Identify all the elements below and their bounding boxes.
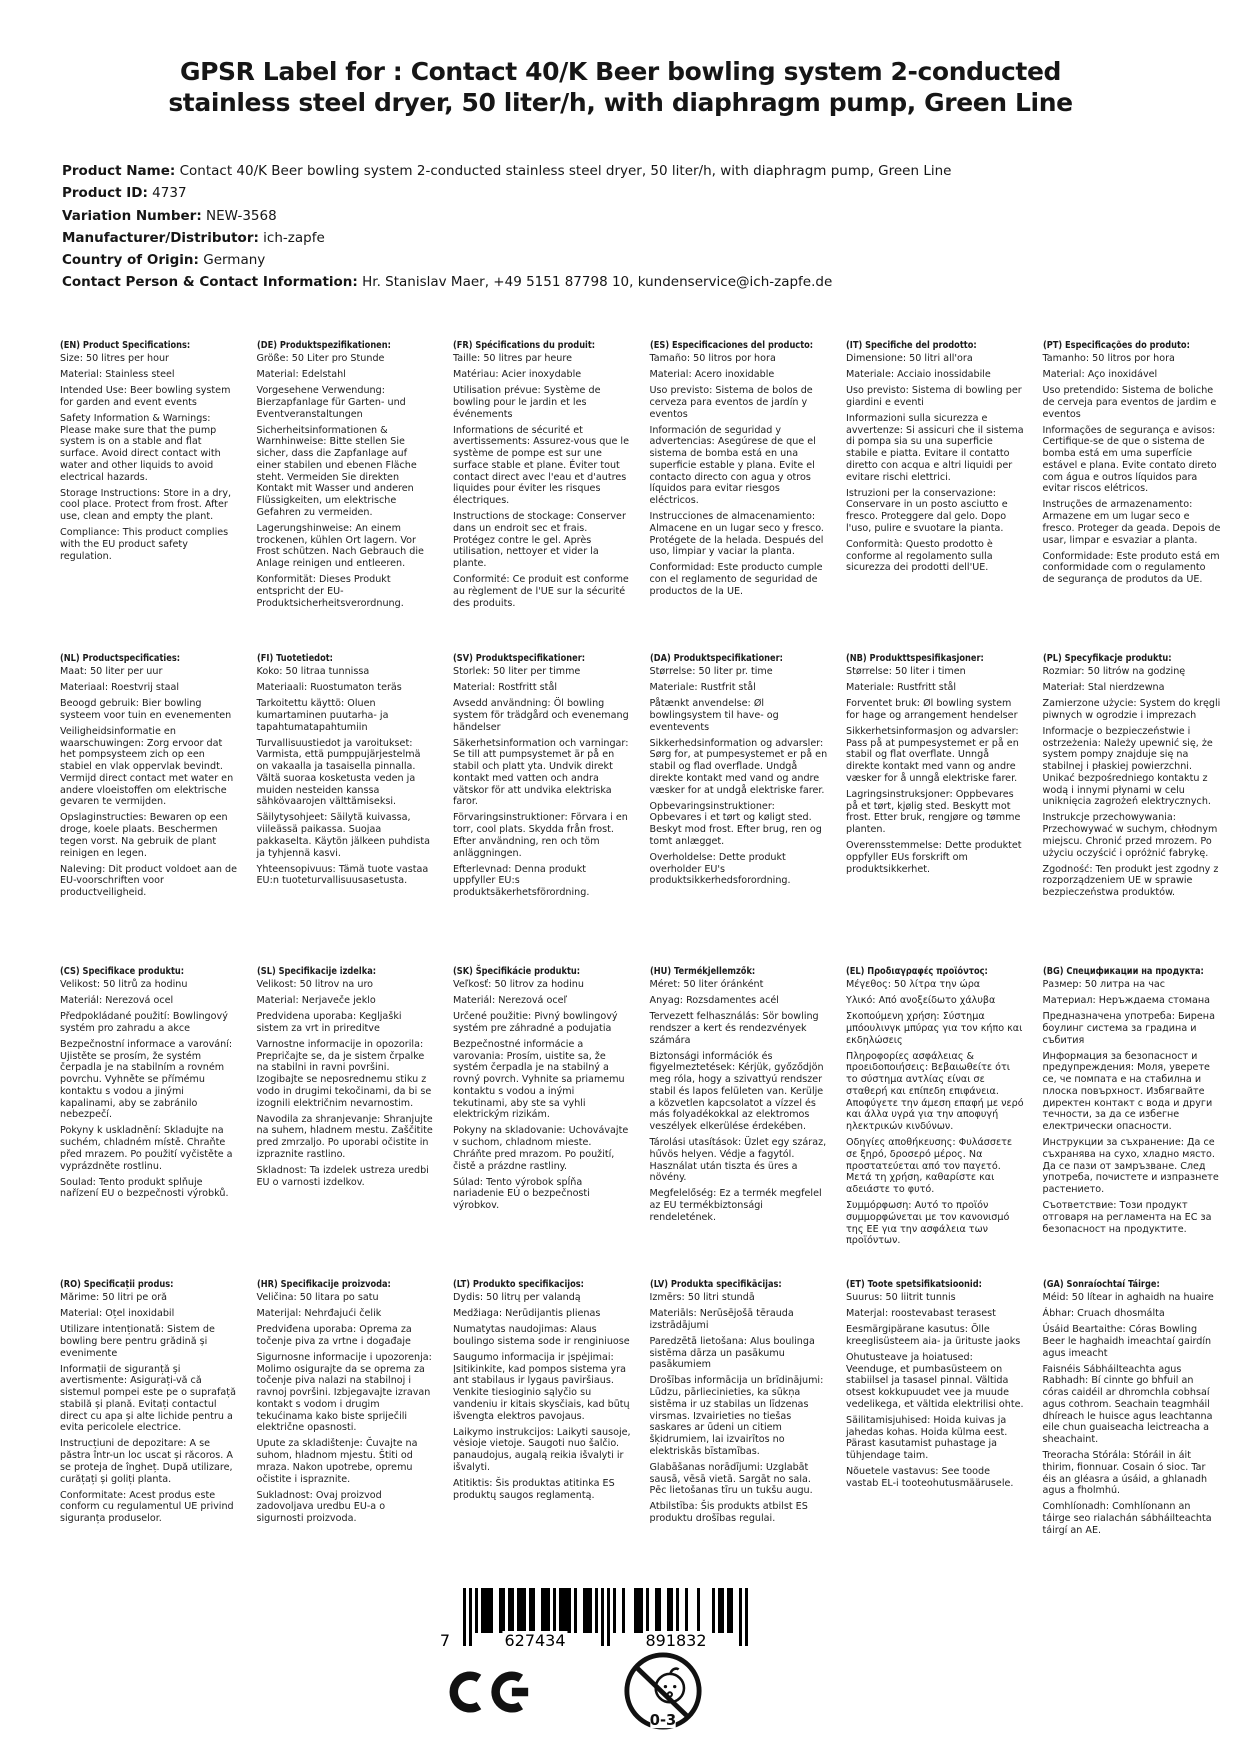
language-grid [60, 340, 1239, 1592]
lang-heading: (ET) Toote spetsifikatsioonid: [846, 1279, 982, 1290]
spec-paragraph: Οδηγίες αποθήκευσης: Φυλάσσετε σε ξηρό, δροσερό μέρος. Να προστατεύεται από τον παγετό. Μετά τη χρήση, καθαρίστε και αδειάστε το φυτό. [846, 1137, 1013, 1195]
lang-block-cs [60, 966, 238, 1279]
spec-paragraph: Información de seguridad y advertencias: Asegúrese de que el sistema de bomba está en una superficie estable y plana. Evite el contacto directo con agua y otros líquidos para evitar riesgos eléctricos. [649, 424, 816, 506]
spec-paragraph: Sigurnosne informacije i upozorenja: Molimo osigurajte da se oprema za točenje piva nalazi na stabilnoj i ravnoj površini. Izbjegavajte izravan kontakt s vodom i drugim tekućinama kako biste spriječili električne opasnosti. [256, 1352, 432, 1434]
spec-paragraph: Faisnéis Sábháilteachta agus Rabhadh: Bí cinnte go bhfuil an córas caidéil ar dhromchla cobhsaí agus cothrom. Seachain teagmháil dhíreach le huisce agus leachtanna eile chun guaiseacha leictreacha a sheachaint. [1042, 1363, 1213, 1445]
lang-block-it [846, 340, 1024, 653]
spec-paragraph: Pokyny na skladovanie: Uchovávajte v suchom, chladnom mieste. Chráňte pred mrazom. Po použití, čistě a prázdne rastliny. [453, 1125, 629, 1172]
product-info-label: Product ID: [62, 185, 148, 202]
lang-heading: (NL) Productspecificaties: [60, 653, 181, 664]
lang-block-es [650, 340, 828, 653]
spec-paragraph: Materiał: Stal nierdzewna [1042, 681, 1165, 693]
spec-paragraph: Mărime: 50 litri pe oră [60, 1291, 168, 1303]
product-info-line [62, 249, 951, 271]
product-info-line [62, 160, 951, 182]
lang-block-da [650, 653, 828, 966]
spec-paragraph: Matériau: Acier inoxydable [453, 368, 582, 380]
barcode-digit-first: 7 [439, 1631, 451, 1650]
spec-paragraph: Méid: 50 lítear in aghaidh na huaire [1042, 1291, 1214, 1303]
lang-heading: (GA) Sonraíochtaí Táirge: [1042, 1279, 1160, 1290]
spec-paragraph: Tarkoitettu käyttö: Oluen kumartaminen puutarha- ja tapahtumatapahtumiin [256, 698, 389, 733]
spec-paragraph: Ohutusteave ja hoiatused: Veenduge, et pumbasüsteem on stabiilsel ja tasasel pinnal. Vältida otsest kokkupuudet vee ja muude vedelikega, et vältida elektrilisi ohte. [846, 1352, 1024, 1410]
spec-paragraph: Méret: 50 liter óránként [649, 978, 764, 990]
product-info-line [62, 271, 951, 293]
lang-heading: (CS) Specifikace produktu: [60, 966, 185, 977]
barcode-digits-group1: 627434 [504, 1631, 566, 1650]
spec-paragraph: Taille: 50 litres par heure [453, 352, 573, 364]
lang-block-lv [650, 1279, 828, 1592]
spec-paragraph: Uso previsto: Sistema di bowling per giardini e eventi [846, 385, 1022, 408]
spec-paragraph: Sikkerhedsinformation og advarsler: Sørg for, at pumpesystemet er på en stabil og flad overflade. Undgå direkte kontakt med vand og andre væsker for at undgå elektriske farer. [649, 737, 828, 796]
spec-paragraph: Instrukcje przechowywania: Przechowywać w suchym, chłodnym miejscu. Chronić przed mrozem. Po użyciu oczyścić i opróżnić fabrykę. [1042, 812, 1218, 859]
lang-heading: (EL) Προδιαγραφές προϊόντος: [846, 966, 988, 977]
spec-paragraph: Dimensione: 50 litri all'ora [846, 352, 973, 364]
spec-paragraph: Lagringsinstruksjoner: Oppbevares på et tørt, kjølig sted. Beskytt mot frost. Etter bruk, rengjøre og tømme planten. [846, 789, 1021, 836]
spec-paragraph: Compliance: This product complies with the EU product safety regulation. [60, 527, 229, 562]
spec-paragraph: Съответствие: Този продукт отговаря на регламента на ЕС за безопасност на продуктите. [1042, 1200, 1212, 1235]
spec-paragraph: Saugumo informacija ir įspėjimai: Įsitikinkite, kad pompos sistema yra ant stabilaus ir lygaus paviršiaus. Venkite tiesioginio sąlyčio su vandeniu ir kitais skysčiais, kad būtų išvengta elektros pavojaus. [453, 1352, 630, 1422]
spec-paragraph: Materiaali: Ruostumaton teräs [256, 681, 402, 693]
spec-paragraph: Instructions de stockage: Conserver dans un endroit sec et frais. Protégez contre le gel. Après utilisation, nettoyer et vider la plante. [453, 511, 626, 569]
spec-paragraph: Opslaginstructies: Bewaren op een droge, koele plaats. Beschermen tegen vorst. Na gebruik de plant reinigen en legen. [60, 812, 228, 859]
lang-heading: (FI) Tuotetiedot: [256, 653, 333, 664]
spec-paragraph: Laikymo instrukcijos: Laikyti sausoje, vėsioje vietoje. Saugoti nuo šalčio. panaudojus, augalą reikia išvalyti ir išvalyti. [453, 1426, 631, 1473]
spec-paragraph: Turvallisuustiedot ja varoitukset: Varmista, että pumppujärjestelmä on vakaalla ja tasaisella pinnalla. Vältä suoraa kosketusta veden ja muiden nesteiden kanssa sähkövaarojen välttämiseksi. [256, 737, 421, 808]
spec-paragraph: Utilisation prévue: Système de bowling pour le jardin et les événements [453, 385, 601, 420]
spec-paragraph: Předpokládané použití: Bowlingový systém pro zahradu a akce [60, 1011, 228, 1034]
spec-paragraph: Materiāls: Nerūsējošā tērauda izstrādājumi [649, 1307, 794, 1331]
spec-paragraph: Säkerhetsinformation och varningar: Se till att pumpsystemet är på en stabil och platt yta. Undvik direkt kontakt med vatten och andra vätskor för att undvika elektriska faror. [453, 737, 629, 808]
spec-paragraph: Utilizare intenționată: Sistem de bowling bere pentru grădină și evenimente [60, 1324, 215, 1359]
spec-paragraph: Размер: 50 литра на час [1042, 978, 1166, 990]
spec-paragraph: Материал: Неръждаема стомана [1042, 994, 1210, 1006]
product-info-value: NEW-3568 [201, 207, 277, 224]
spec-paragraph: Uso pretendido: Sistema de boliche de cerveja para eventos de jardim e eventos [1042, 385, 1217, 420]
spec-paragraph: Glabāšanas norādījumi: Uzglabāt sausā, vēsā vietā. Sargāt no sala. Pēc lietošanas tīru un tukšu augu. [649, 1461, 813, 1497]
spec-paragraph: Materijal: Nehrđajući čelik [256, 1307, 382, 1319]
ce-mark-icon [449, 1668, 533, 1716]
spec-paragraph: Μέγεθος: 50 λίτρα την ώρα [846, 978, 981, 990]
spec-paragraph: Forventet bruk: Øl bowling system for hage og arrangement hendelser [846, 698, 1018, 721]
spec-paragraph: Informações de segurança e avisos: Certifique-se de que o sistema de bomba está em uma superfície estável e plana. Evite contato direto com água e outros líquidos para evitar riscos elétricos. [1042, 424, 1217, 495]
spec-paragraph: Overholdelse: Dette produkt overholder EU's produktsikkerhedsforordning. [649, 852, 791, 887]
barcode [437, 1588, 767, 1654]
product-info-label: Product Name: [62, 163, 176, 179]
title-line-2: stainless steel dryer, 50 liter/h, with diaphragm pump, Green Line [168, 88, 1073, 117]
product-info-line [62, 182, 951, 204]
spec-paragraph: Paredzētā lietošana: Alus boulinga sistēma dārza un pasākumu pasākumiem [649, 1335, 815, 1371]
spec-paragraph: Storlek: 50 liter per timme [453, 665, 581, 677]
spec-paragraph: Varnostne informacije in opozorila: Prepričajte se, da je sistem črpalke na stabilni in ravni površini. Izogibajte se neposrednemu stiku z vodo in drugimi tekočinami, da bi se izognili električnim nevarnostim. [256, 1039, 432, 1109]
spec-paragraph: Veličina: 50 litara po satu [256, 1291, 379, 1303]
spec-paragraph: Vorgesehene Verwendung: Bierzapfanlage für Garten- und Eventveranstaltungen [256, 385, 406, 420]
lang-heading: (ES) Especificaciones del producto: [649, 340, 813, 351]
spec-paragraph: Συμμόρφωση: Αυτό το προϊόν συμμορφώνεται με τον κανονισμό της ΕΕ για την ασφάλεια των προϊόντων. [846, 1200, 1010, 1247]
spec-paragraph: Lagerungshinweise: An einem trockenen, kühlen Ort lagern. Vor Frost schützen. Nach Gebrauch die Anlage reinigen und entleeren. [256, 522, 424, 569]
spec-paragraph: Sukladnost: Ovaj proizvod zadovoljava uredbu EU-a o sigurnosti proizvoda. [256, 1489, 386, 1525]
spec-paragraph: Informații de siguranță și avertismente: Asigurați-vă că sistemul pompei este pe o suprafață stabilă și plană. Evitați contactul direct cu apa și alte lichide pentru a evita pericolele electrice. [60, 1363, 236, 1434]
product-info-value: Hr. Stanislav Maer, +49 5151 87798 10, kundenservice@ich-zapfe.de [357, 274, 833, 291]
spec-paragraph: Zamierzone użycie: System do kręgli piwnych w ogrodzie i imprezach [1042, 698, 1221, 721]
spec-paragraph: Efterlevnad: Denna produkt uppfyller EU:s produktsäkerhetsförordning. [453, 863, 590, 899]
spec-paragraph: Opbevaringsinstruktioner: Opbevares i et tørt og køligt sted. Beskyt mod frost. Efter brug, ren og tomt anlægget. [649, 800, 822, 847]
lang-heading: (FR) Spécifications du produit: [453, 340, 596, 351]
lang-heading: (BG) Спецификации на продукта: [1042, 966, 1204, 977]
lang-block-fi [257, 653, 435, 966]
spec-paragraph: Materjal: roostevabast terasest [846, 1307, 996, 1319]
spec-paragraph: Suurus: 50 liitrit tunnis [846, 1291, 956, 1303]
spec-paragraph: Påtænkt anvendelse: Øl bowlingsystem til have- og eventevents [649, 698, 779, 733]
spec-paragraph: Størrelse: 50 liter pr. time [649, 665, 773, 677]
lang-heading: (NB) Produkttspesifikasjoner: [846, 653, 984, 664]
lang-heading: (LV) Produkta specifikācijas: [649, 1279, 782, 1290]
spec-paragraph: Sikkerhetsinformasjon og advarsler: Pass på at pumpesystemet er på en stabil og flat overflate. Unngå direkte kontakt med vann og andre væsker for å unngå elektriske farer. [846, 726, 1019, 784]
lang-heading: (LT) Produkto specifikacijos: [453, 1279, 584, 1290]
spec-paragraph: Material: Edelstahl [256, 368, 346, 380]
spec-paragraph: Materiale: Acciaio inossidabile [846, 368, 991, 380]
lang-heading: (SL) Specifikacije izdelka: [256, 966, 376, 977]
product-info-value: ich-zapfe [258, 229, 325, 246]
spec-paragraph: Informacje o bezpieczeństwie i ostrzeżenia: Należy upewnić się, że system pompy znajduje się na stabilnej i płaskiej powierzchni. Unikać bezpośredniego kontaktu z wodą i innymi płynami w celu uniknięcia zagrożeń elektrycznych. [1042, 726, 1213, 808]
spec-paragraph: Treoracha Stórála: Stóráil in áit thirim, fionnuar. Cosain ó sioc. Tar éis an gléasra a úsáid, a ghlanadh agus a fholmhú. [1042, 1450, 1208, 1497]
lang-block-ro [60, 1279, 238, 1592]
lang-block-pl [1043, 653, 1221, 966]
lang-block-hr [257, 1279, 435, 1592]
spec-paragraph: Material: Nerjaveče jeklo [256, 994, 376, 1006]
lang-heading: (SK) Špecifikácie produktu: [453, 966, 581, 977]
spec-paragraph: Safety Information & Warnings: Please make sure that the pump system is on a stable and flat surface. Avoid direct contact with water and other liquids to avoid electrical hazards. [60, 413, 221, 483]
spec-paragraph: Megfelelőség: Ez a termék megfelel az EU termékbiztonsági rendeletének. [649, 1188, 822, 1223]
spec-paragraph: Material: Aço inoxidável [1042, 368, 1158, 380]
spec-paragraph: Istruzioni per la conservazione: Conservare in un posto asciutto e fresco. Proteggere dal gelo. Dopo l'uso, pulire e svuotare la pianta. [846, 487, 1008, 534]
spec-paragraph: Bezpečnostné informácie a varovania: Prosím, uistite sa, že systém čerpadla je na stabilný a rovný povrch. Vyhnite sa priamemu kontaktu s vodou a inými tekutinami, aby ste sa vyhli elektrickým rizikám. [453, 1039, 625, 1121]
lang-block-pt [1043, 340, 1221, 653]
spec-paragraph: Atbilstība: Šis produkts atbilst ES produktu drošības regulai. [649, 1501, 808, 1525]
spec-paragraph: Velikost: 50 litrů za hodinu [60, 978, 188, 990]
spec-paragraph: Material: Stainless steel [60, 368, 175, 380]
spec-paragraph: Tamaño: 50 litros por hora [649, 352, 776, 364]
spec-paragraph: Medžiaga: Nerūdijantis plienas [453, 1307, 601, 1319]
spec-paragraph: Rozmiar: 50 litrów na godzinę [1042, 665, 1186, 677]
lang-block-hu [650, 966, 828, 1279]
spec-paragraph: Skladnost: Ta izdelek ustreza uredbi EU o varnosti izdelkov. [256, 1165, 429, 1188]
spec-paragraph: Material: Acero inoxidable [649, 368, 775, 380]
spec-paragraph: Velikost: 50 litrov na uro [256, 978, 374, 990]
spec-paragraph: Instrucțiuni de depozitare: A se păstra într-un loc uscat și răcoros. A se proteja de îngheț. După utilizare, curățați și goliți planta. [60, 1438, 233, 1485]
spec-paragraph: Naleving: Dit product voldoet aan de EU-voorschriften voor productveiligheid. [60, 863, 237, 899]
barcode-digits-group2: 891832 [645, 1631, 707, 1650]
spec-paragraph: Numatytas naudojimas: Alaus boulingo sistema sode ir renginiuose [453, 1324, 630, 1347]
spec-paragraph: Tárolási utasítások: Üzlet egy száraz, hűvös helyen. Védje a fagytól. Használat után tiszta és üres a növény. [649, 1137, 827, 1184]
product-info-line [62, 205, 951, 227]
spec-paragraph: Sicherheitsinformationen & Warnhinweise: Bitte stellen Sie sicher, dass die Zapfanlage auf einer stabilen und ebenen Fläche steht. Vermeiden Sie direkten Kontakt mit Wasser und anderen Flüssigkeiten, um elektrische Gefahren zu vermeiden. [256, 424, 417, 518]
product-info-label: Contact Person & Contact Information: [62, 274, 358, 291]
spec-paragraph: Tervezett felhasználás: Sör bowling rendszer a kert és rendezvények számára [649, 1011, 819, 1046]
spec-paragraph: Conformitate: Acest produs este conform cu regulamentul UE privind siguranța produselor. [60, 1489, 234, 1525]
spec-paragraph: Materiál: Nerezová oceľ [453, 994, 568, 1006]
lang-block-sl [257, 966, 435, 1279]
spec-paragraph: Pokyny k uskladnění: Skladujte na suchém, chladném místě. Chraňte před mrazem. Po použití vyčistěte a vyprázdněte rostlinu. [60, 1125, 233, 1172]
lang-block-nb [846, 653, 1024, 966]
lang-heading: (IT) Specifiche del prodotto: [846, 340, 977, 351]
spec-paragraph: Informazioni sulla sicurezza e avvertenze: Si assicuri che il sistema di pompa sia su una superficie stabile e piatta. Evitare il contatto diretto con acqua e altri liquidi per evitare rischi elettrici. [846, 413, 1024, 483]
spec-paragraph: Instrucciones de almacenamiento: Almacene en un lugar seco y fresco. Protégete de la helada. Después del uso, limpiar y vaciar la planta. [649, 511, 824, 558]
spec-paragraph: Izmērs: 50 litri stundā [649, 1291, 755, 1303]
spec-paragraph: Konformität: Dieses Produkt entspricht der EU-Produktsicherheitsverordnung. [256, 574, 404, 609]
spec-paragraph: Förvaringsinstruktioner: Förvara i en torr, cool plats. Skydda från frost. Efter användning, ren och töm anläggningen. [453, 812, 628, 859]
spec-paragraph: Størrelse: 50 liter i timen [846, 665, 966, 677]
spec-paragraph: Material: Rostfritt stål [453, 681, 557, 693]
spec-paragraph: Größe: 50 Liter pro Stunde [256, 352, 385, 364]
spec-paragraph: Soulad: Tento produkt splňuje nařízení EU o bezpečnosti výrobků. [60, 1176, 229, 1200]
lang-heading: (DA) Produktspecifikationer: [649, 653, 783, 664]
age-range-label: 0-3 [649, 1712, 677, 1730]
title-line-1: GPSR Label for : Contact 40/K Beer bowling system 2-conducted [179, 57, 1062, 86]
spec-paragraph: Material: Oțel inoxidabil [60, 1307, 175, 1319]
lang-block-nl [60, 653, 238, 966]
lang-heading: (SV) Produktspecifikationer: [453, 653, 586, 664]
spec-paragraph: Nõuetele vastavus: See toode vastab EL-i tooteohutusmäärusele. [846, 1466, 1014, 1490]
spec-paragraph: Uso previsto: Sistema de bolos de cerveza para eventos de jardín y eventos [649, 385, 813, 420]
spec-paragraph: Súlad: Tento výrobok spĺňa nariadenie EÚ o bezpečnosti výrobkov. [453, 1176, 590, 1212]
spec-paragraph: Veľkosť: 50 litrov za hodinu [453, 978, 584, 990]
product-info-value: 4737 [147, 185, 187, 202]
spec-paragraph: Intended Use: Beer bowling system for garden and event events [60, 385, 231, 408]
spec-paragraph: Storage Instructions: Store in a dry, cool place. Protect from frost. After use, clean and empty the plant. [60, 487, 232, 523]
spec-paragraph: Instruções de armazenamento: Armazene em um lugar seco e fresco. Proteger da geada. Depois de usar, limpar e esvaziar a planta. [1042, 499, 1221, 546]
spec-paragraph: Size: 50 litres per hour [60, 352, 169, 364]
lang-block-el [846, 966, 1024, 1279]
spec-paragraph: Säilitamisjuhised: Hoida kuivas ja jahedas kohas. Hoida külma eest. Pärast kasutamist puhastage ja tühjendage taim. [846, 1415, 1008, 1462]
spec-paragraph: Zgodność: Ten produkt jest zgodny z rozporządzeniem UE w sprawie bezpieczeństwa produktów. [1042, 863, 1219, 899]
spec-paragraph: Úsáid Beartaithe: Córas Bowling Beer le haghaidh imeachtaí gairdín agus imeacht [1042, 1324, 1212, 1359]
spec-paragraph: Conformidade: Este produto está em conformidade com o regulamento de segurança de produtos da UE. [1042, 550, 1220, 586]
spec-paragraph: Materiál: Nerezová ocel [60, 994, 174, 1006]
spec-paragraph: Predvidena uporaba: Kegljaški sistem za vrt in prireditve [256, 1011, 402, 1034]
lang-heading: (RO) Specificații produs: [60, 1279, 174, 1290]
spec-paragraph: Eesmärgipärane kasutus: Õlle kreeglisüsteem aia- ja ürituste jaoks [846, 1324, 1021, 1347]
spec-paragraph: Beoogd gebruik: Bier bowling systeem voor tuin en evenementen [60, 698, 232, 721]
lang-block-ga [1043, 1279, 1221, 1592]
spec-paragraph: Инструкции за съхранение: Да се съхранява на сухо, хладно място. Да се пази от замръзване. След употреба, почистете и изпразнете растението. [1042, 1137, 1219, 1195]
lang-block-en [60, 340, 238, 653]
spec-paragraph: Conformité: Ce produit est conforme au règlement de l'UE sur la sécurité des produits. [453, 574, 629, 609]
lang-heading: (HR) Specifikacije proizvoda: [256, 1279, 391, 1290]
spec-paragraph: Maat: 50 liter per uur [60, 665, 163, 677]
product-info-label: Variation Number: [62, 207, 202, 224]
lang-block-sk [453, 966, 631, 1279]
spec-paragraph: Koko: 50 litraa tunnissa [256, 665, 370, 677]
spec-paragraph: Určené použitie: Pivný bowlingový systém pre záhradné a podujatia [453, 1011, 618, 1034]
spec-paragraph: Tamanho: 50 litros por hora [1042, 352, 1175, 364]
lang-block-lt [453, 1279, 631, 1592]
spec-paragraph: Πληροφορίες ασφάλειας & προειδοποιήσεις: Βεβαιωθείτε ότι το σύστημα αντλίας είναι σε σταθερή και επίπεδη επιφάνεια. Αποφύγετε την άμεση επαφή με νερό και άλλα υγρά για την αποφυγή ηλεκτρικών κινδύνων. [846, 1050, 1024, 1132]
spec-paragraph: Overensstemmelse: Dette produktet oppfyller EUs forskrift om produktsikkerhet. [846, 840, 1022, 875]
age-warning-0-3-icon [622, 1650, 704, 1732]
product-info-label: Country of Origin: [62, 252, 199, 269]
product-info-line [62, 227, 951, 249]
page-title [0, 56, 1241, 118]
spec-paragraph: Conformidad: Este producto cumple con el reglamento de seguridad de productos de la UE. [649, 562, 823, 597]
lang-block-fr [453, 340, 631, 653]
lang-block-bg [1043, 966, 1221, 1279]
product-info-label: Manufacturer/Distributor: [62, 229, 259, 246]
spec-paragraph: Predviđena uporaba: Oprema za točenje piva za vrtne i događaje [256, 1324, 412, 1347]
lang-block-sv [453, 653, 631, 966]
product-info-value: Germany [198, 252, 266, 269]
spec-paragraph: Yhteensopivuus: Tämä tuote vastaa EU:n tuoteturvallisuusasetusta. [256, 863, 429, 887]
spec-paragraph: Biztonsági információk és figyelmeztetések: Kérjük, győződjön meg róla, hogy a szivattyú rendszer stabil és lapos felületen van. Kerülje a közvetlen kapcsolatot a vízzel és más folyadékokkal az elektromos veszélyek elkerülése érdekében. [649, 1050, 824, 1132]
spec-paragraph: Υλικό: Από ανοξείδωτο χάλυβα [846, 994, 996, 1006]
spec-paragraph: Materiaal: Roestvrij staal [60, 681, 180, 693]
spec-paragraph: Materiale: Rustfritt stål [846, 681, 957, 693]
spec-paragraph: Dydis: 50 litrų per valandą [453, 1291, 581, 1303]
spec-paragraph: Navodila za shranjevanje: Shranjujte na suhem, hladnem mestu. Zaščitite pred zmrzaljo. Po uporabi očistite in izpraznite rastlino. [256, 1113, 433, 1160]
spec-paragraph: Ábhar: Cruach dhosmálta [1042, 1307, 1165, 1319]
lang-heading: (EN) Product Specifications: [60, 340, 191, 351]
spec-paragraph: Atitiktis: Šis produktas atitinka ES produktų saugos reglamentą. [453, 1478, 615, 1501]
spec-paragraph: Conformità: Questo prodotto è conforme al regolamento sulla sicurezza dei prodotti dell'UE. [846, 539, 993, 574]
product-info-section [62, 160, 951, 294]
lang-block-et [846, 1279, 1024, 1592]
lang-heading: (HU) Termékjellemzők: [649, 966, 755, 977]
spec-paragraph: Предназначена употреба: Бирена боулинг система за градина и събития [1042, 1011, 1215, 1046]
spec-paragraph: Bezpečnostní informace a varování: Ujistěte se prosím, že systém čerpadla je na stabilním a rovném povrchu. Vyhněte se přímému kontaktu s vodou a jinými kapalinami, aby se zabránilo nebezpečí. [60, 1039, 233, 1121]
spec-paragraph: Anyag: Rozsdamentes acél [649, 994, 779, 1006]
product-info-value: Contact 40/K Beer bowling system 2-conducted stainless steel dryer, 50 liter/h, with diaphragm pump, Green Line [175, 163, 952, 179]
spec-paragraph: Veiligheidsinformatie en waarschuwingen: Zorg ervoor dat het pompsysteem zich op een stabiel en vlak oppervlak bevindt. Vermijd direct contact met water en andere vloeistoffen om elektrische gevaren te vermijden. [60, 726, 234, 808]
spec-paragraph: Drošības informācija un brīdinājumi: Lūdzu, pārliecinieties, ka sūkņa sistēma ir uz stabilas un līdzenas virsmas. Izvairieties no tiešas saskares ar ūdeni un citiem šķidrumiem, lai izvairītos no elektriskās bīstamības. [649, 1375, 824, 1457]
lang-heading: (PL) Specyfikacje produktu: [1042, 653, 1172, 664]
lang-heading: (PT) Especificações do produto: [1042, 340, 1190, 351]
spec-paragraph: Σκοπούμενη χρήση: Σύστημα μπόουλινγκ μπύρας για τον κήπο και εκδηλώσεις [846, 1011, 1023, 1046]
spec-paragraph: Materiale: Rustfrit stål [649, 681, 756, 693]
spec-paragraph: Информация за безопасност и предупреждения: Моля, уверете се, че помпата е на стабилна и плоска повърхност. Избягвайте директен контакт с вода и други течности, за да се избегне електрически опасности. [1042, 1050, 1213, 1132]
spec-paragraph: Upute za skladištenje: Čuvajte na suhom, hladnom mjestu. Štiti od mraza. Nakon upotrebe, opremu očistite i ispraznite. [256, 1438, 418, 1485]
spec-paragraph: Säilytysohjeet: Säilytä kuivassa, viileässä paikassa. Suojaa pakkaselta. Käytön jälkeen puhdista ja tyhjennä kasvi. [256, 812, 431, 859]
spec-paragraph: Comhlíonadh: Comhlíonann an táirge seo rialachán sábháilteachta táirgí an AE. [1042, 1501, 1212, 1536]
lang-block-de [257, 340, 435, 653]
spec-paragraph: Avsedd användning: Öl bowling system för trädgård och evenemang händelser [453, 698, 629, 733]
spec-paragraph: Informations de sécurité et avertissements: Assurez-vous que le système de pompe est sur une surface stable et plane. Éviter tout contact direct avec l'eau et d'autres liquides pour éviter les risques électriques. [453, 424, 629, 506]
lang-heading: (DE) Produktspezifikationen: [256, 340, 391, 351]
